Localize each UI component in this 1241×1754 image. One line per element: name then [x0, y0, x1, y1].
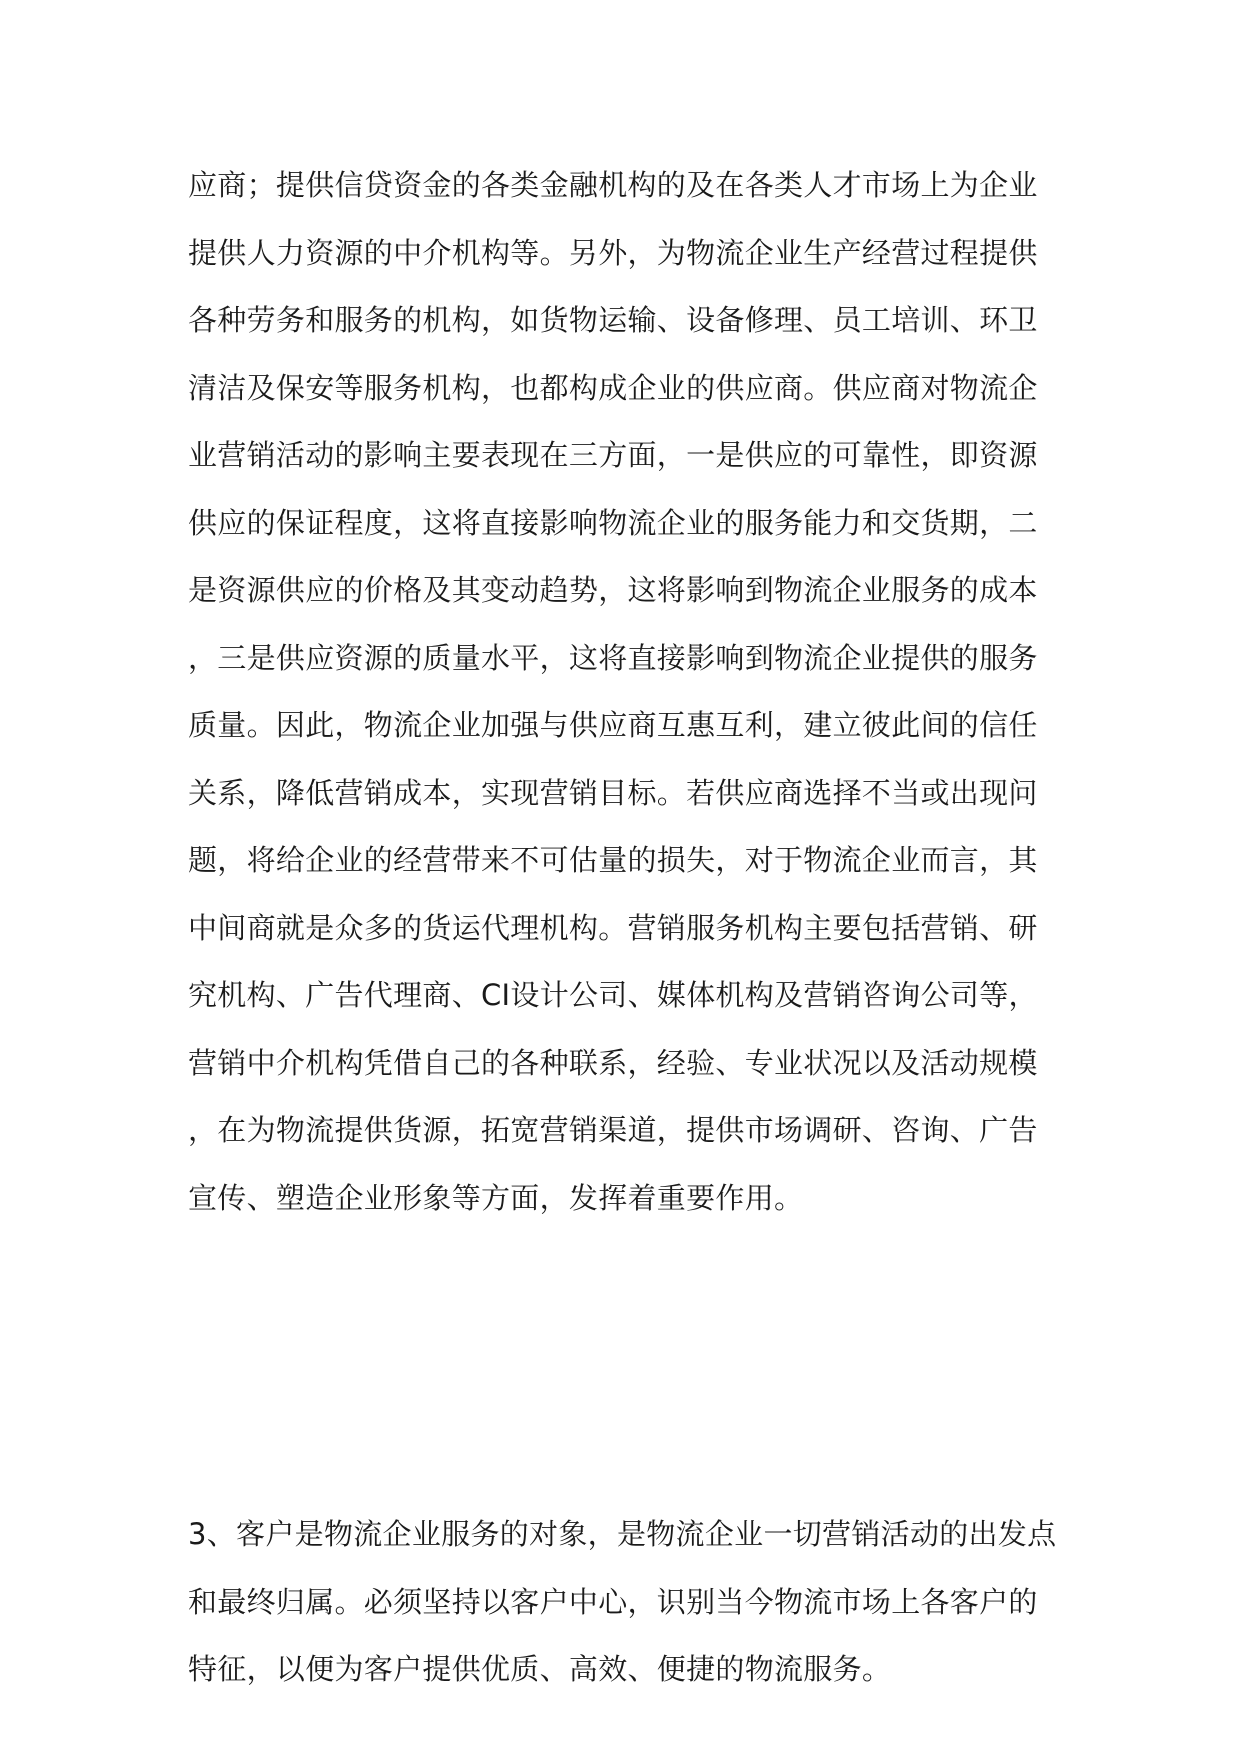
text-line: 究机构、广告代理商、CI设计公司、媒体机构及营销咨询公司等， [188, 978, 1038, 1012]
text-line: 关系，降低营销成本，实现营销目标。若供应商选择不当或出现问 [188, 775, 1038, 810]
paragraph-customers [188, 1501, 1056, 1704]
text-line: ，在为物流提供货源，拓宽营销渠道，提供市场调研、咨询、广告 [188, 1113, 1038, 1147]
text-line: 3、客户是物流企业服务的对象，是物流企业一切营销活动的出发点 [188, 1517, 1057, 1551]
text-line: 供应的保证程度，这将直接影响物流企业的服务能力和交货期，二 [188, 505, 1038, 540]
paragraph-suppliers [188, 152, 1038, 1232]
text-line: ，三是供应资源的质量水平，这将直接影响到物流企业提供的服务 [188, 640, 1038, 675]
text-line: 中间商就是众多的货运代理机构。营销服务机构主要包括营销、研 [188, 910, 1038, 945]
text-line: 业营销活动的影响主要表现在三方面，一是供应的可靠性，即资源 [188, 438, 1038, 472]
text-line: 应商；提供信贷资金的各类金融机构的及在各类人才市场上为企业 [188, 168, 1038, 202]
text-line: 题，将给企业的经营带来不可估量的损失，对于物流企业而言，其 [188, 843, 1038, 877]
text-line: 是资源供应的价格及其变动趋势，这将影响到物流企业服务的成本 [188, 573, 1038, 607]
text-line: 特征，以便为客户提供优质、高效、便捷的物流服务。 [188, 1652, 892, 1686]
text-line: 质量。因此，物流企业加强与供应商互惠互利，建立彼此间的信任 [188, 708, 1038, 742]
text-line: 各种劳务和服务的机构，如货物运输、设备修理、员工培训、环卫 [188, 303, 1038, 337]
text-line: 提供人力资源的中介机构等。另外，为物流企业生产经营过程提供 [188, 235, 1038, 270]
text-line: 宣传、塑造企业形象等方面，发挥着重要作用。 [188, 1180, 804, 1215]
text-line: 和最终归属。必须坚持以客户中心，识别当今物流市场上各客户的 [188, 1584, 1038, 1619]
text-line: 清洁及保安等服务机构，也都构成企业的供应商。供应商对物流企 [188, 370, 1038, 405]
text-line: 营销中介机构凭借自己的各种联系，经验、专业状况以及活动规模 [188, 1045, 1038, 1080]
